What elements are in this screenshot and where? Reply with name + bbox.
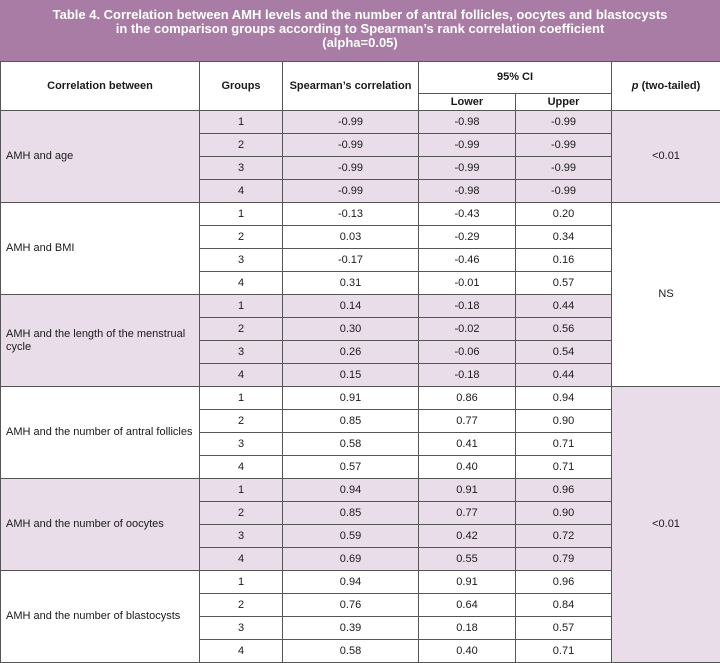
cell-lower: -0.98 [419, 111, 516, 134]
cell-upper: -0.99 [516, 180, 612, 203]
row-label-antral-follicles: AMH and the number of antral follicles [1, 387, 200, 479]
table-row [1, 111, 720, 134]
row-label-blastocysts: AMH and the number of blastocysts [1, 571, 200, 663]
cell-lower: -0.46 [419, 249, 516, 272]
cell-lower: 0.40 [419, 640, 516, 663]
cell-group: 4 [200, 364, 283, 387]
cell-group: 3 [200, 525, 283, 548]
cell-spearman: 0.30 [283, 318, 419, 341]
header-ci-upper: Upper [516, 94, 612, 111]
cell-upper: 0.96 [516, 479, 612, 502]
cell-upper: -0.99 [516, 157, 612, 180]
cell-upper: 0.71 [516, 640, 612, 663]
cell-group: 3 [200, 433, 283, 456]
header-ci: 95% CI [419, 62, 612, 94]
table-title-line-3: (alpha=0.05) [0, 36, 720, 50]
cell-lower: -0.06 [419, 341, 516, 364]
table-title-line-2: in the comparison groups according to Spearman’s rank correlation coefficient [0, 22, 720, 36]
cell-lower: -0.98 [419, 180, 516, 203]
cell-group: 1 [200, 571, 283, 594]
cell-upper: 0.96 [516, 571, 612, 594]
cell-spearman: 0.94 [283, 479, 419, 502]
table-body [1, 111, 720, 663]
header-ci-lower: Lower [419, 94, 516, 111]
cell-lower: -0.99 [419, 157, 516, 180]
row-label-age: AMH and age [1, 111, 200, 203]
table-row [1, 387, 720, 410]
correlation-table [0, 61, 720, 663]
cell-spearman: 0.14 [283, 295, 419, 318]
cell-lower: -0.29 [419, 226, 516, 249]
cell-lower: 0.55 [419, 548, 516, 571]
cell-lower: 0.91 [419, 479, 516, 502]
cell-spearman: -0.99 [283, 134, 419, 157]
cell-lower: -0.99 [419, 134, 516, 157]
cell-lower: 0.64 [419, 594, 516, 617]
cell-spearman: 0.76 [283, 594, 419, 617]
cell-spearman: 0.57 [283, 456, 419, 479]
cell-group: 3 [200, 617, 283, 640]
cell-upper: 0.34 [516, 226, 612, 249]
table-row [1, 203, 720, 226]
cell-lower: -0.02 [419, 318, 516, 341]
header-correlation-between: Correlation between [1, 62, 200, 111]
cell-lower: -0.18 [419, 295, 516, 318]
cell-upper: 0.71 [516, 456, 612, 479]
cell-lower: 0.42 [419, 525, 516, 548]
cell-group: 2 [200, 594, 283, 617]
cell-upper: 0.54 [516, 341, 612, 364]
header-p-label: (two-tailed) [639, 80, 701, 92]
cell-lower: 0.40 [419, 456, 516, 479]
cell-spearman: -0.13 [283, 203, 419, 226]
table-title [0, 0, 720, 61]
table-header [1, 62, 720, 111]
cell-upper: 0.57 [516, 272, 612, 295]
cell-group: 1 [200, 387, 283, 410]
cell-upper: 0.79 [516, 548, 612, 571]
cell-group: 4 [200, 272, 283, 295]
cell-upper: 0.72 [516, 525, 612, 548]
cell-spearman: 0.03 [283, 226, 419, 249]
cell-group: 3 [200, 157, 283, 180]
cell-p-ns: NS [612, 203, 720, 387]
cell-upper: 0.44 [516, 364, 612, 387]
cell-group: 2 [200, 226, 283, 249]
cell-upper: 0.20 [516, 203, 612, 226]
cell-spearman: 0.15 [283, 364, 419, 387]
cell-group: 2 [200, 134, 283, 157]
cell-group: 1 [200, 479, 283, 502]
cell-lower: 0.41 [419, 433, 516, 456]
cell-upper: 0.44 [516, 295, 612, 318]
cell-lower: 0.18 [419, 617, 516, 640]
cell-lower: -0.43 [419, 203, 516, 226]
cell-group: 1 [200, 111, 283, 134]
cell-spearman: -0.99 [283, 180, 419, 203]
cell-lower: 0.77 [419, 502, 516, 525]
cell-spearman: 0.58 [283, 433, 419, 456]
cell-group: 3 [200, 341, 283, 364]
cell-spearman: -0.99 [283, 111, 419, 134]
cell-lower: 0.86 [419, 387, 516, 410]
cell-group: 4 [200, 640, 283, 663]
cell-spearman: 0.85 [283, 502, 419, 525]
cell-upper: 0.57 [516, 617, 612, 640]
cell-spearman: 0.31 [283, 272, 419, 295]
header-p-value [612, 62, 720, 111]
cell-lower: 0.77 [419, 410, 516, 433]
cell-upper: -0.99 [516, 134, 612, 157]
cell-group: 2 [200, 410, 283, 433]
cell-group: 1 [200, 203, 283, 226]
cell-p-age: <0.01 [612, 111, 720, 203]
cell-upper: 0.84 [516, 594, 612, 617]
cell-spearman: -0.17 [283, 249, 419, 272]
header-spearman: Spearman’s correlation [283, 62, 419, 111]
cell-upper: -0.99 [516, 111, 612, 134]
cell-group: 4 [200, 180, 283, 203]
cell-p-counts: <0.01 [612, 387, 720, 663]
cell-upper: 0.16 [516, 249, 612, 272]
cell-spearman: 0.69 [283, 548, 419, 571]
cell-spearman: 0.39 [283, 617, 419, 640]
cell-upper: 0.56 [516, 318, 612, 341]
cell-spearman: 0.26 [283, 341, 419, 364]
cell-upper: 0.90 [516, 502, 612, 525]
row-label-menstrual-cycle: AMH and the length of the menstrual cycle [1, 295, 200, 387]
cell-spearman: 0.94 [283, 571, 419, 594]
cell-group: 4 [200, 456, 283, 479]
cell-spearman: -0.99 [283, 157, 419, 180]
cell-spearman: 0.58 [283, 640, 419, 663]
table-title-line-1: Table 4. Correlation between AMH levels and the number of antral follicles, oocytes and blastocysts [0, 8, 720, 22]
cell-upper: 0.94 [516, 387, 612, 410]
cell-group: 3 [200, 249, 283, 272]
cell-upper: 0.90 [516, 410, 612, 433]
cell-group: 2 [200, 318, 283, 341]
header-groups: Groups [200, 62, 283, 111]
cell-group: 2 [200, 502, 283, 525]
cell-upper: 0.71 [516, 433, 612, 456]
cell-group: 4 [200, 548, 283, 571]
cell-lower: 0.91 [419, 571, 516, 594]
cell-lower: -0.18 [419, 364, 516, 387]
row-label-bmi: AMH and BMI [1, 203, 200, 295]
cell-spearman: 0.85 [283, 410, 419, 433]
cell-spearman: 0.59 [283, 525, 419, 548]
row-label-oocytes: AMH and the number of oocytes [1, 479, 200, 571]
cell-group: 1 [200, 295, 283, 318]
cell-spearman: 0.91 [283, 387, 419, 410]
header-p-symbol: p [632, 80, 639, 92]
cell-lower: -0.01 [419, 272, 516, 295]
